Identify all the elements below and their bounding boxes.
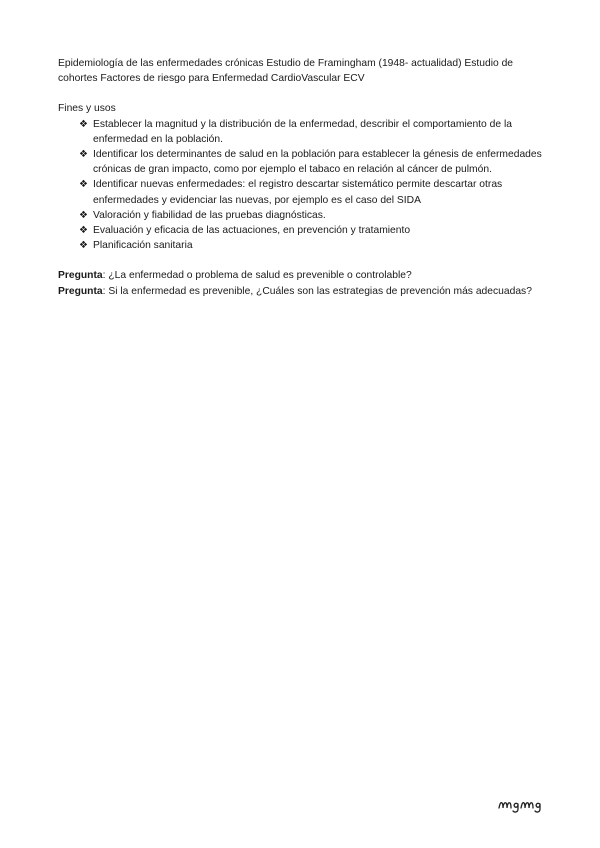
question-text: : Si la enfermedad es prevenible, ¿Cuáles son las estrategias de prevención más adecuadas? [102, 285, 532, 297]
diamond-bullet-icon: ❖ [79, 240, 88, 252]
list-item [79, 238, 542, 253]
question-line [58, 268, 542, 283]
list-item [79, 147, 542, 177]
signature-logo [497, 794, 547, 814]
list-item-text: Valoración y fiabilidad de las pruebas diagnósticas. [93, 209, 326, 221]
diamond-bullet-icon: ❖ [79, 225, 88, 237]
list-item [79, 117, 542, 147]
list-item-text: Evaluación y eficacia de las actuaciones, en prevención y tratamiento [93, 225, 411, 237]
section-title: Fines y usos [58, 103, 116, 115]
question-label: Pregunta [58, 285, 103, 297]
list-item-text: Identificar nuevas enfermedades: el registro descartar sistemático permite descartar otras enfermedades y evidenciar las nuevas, por ejemplo es el caso del SIDA [93, 179, 503, 206]
diamond-bullet-icon: ❖ [79, 209, 88, 221]
fines-list [58, 117, 542, 254]
document-content [58, 56, 542, 299]
question-label: Pregunta [58, 270, 103, 282]
list-item [79, 177, 542, 207]
list-item-text: Identificar los determinantes de salud en la población para establecer la génesis de enfermedades crónicas de gran impacto, como por ejemplo el tabaco en relación al cáncer de pulmón. [93, 149, 542, 176]
diamond-bullet-icon: ❖ [79, 149, 88, 161]
questions-block [58, 268, 542, 298]
diamond-bullet-icon: ❖ [79, 179, 88, 191]
list-item-text: Establecer la magnitud y la distribución de la enfermedad, describir el comportamiento de la enfermedad en la población. [93, 118, 512, 145]
question-text: : ¿La enfermedad o problema de salud es prevenible o controlable? [102, 270, 412, 282]
list-item-text: Planificación sanitaria [93, 240, 193, 252]
list-item [79, 208, 542, 223]
intro-paragraph: Epidemiología de las enfermedades crónicas Estudio de Framingham (1948- actualidad) Estudio de cohortes Factores de riesgo para Enfermedad CardioVascular ECV [58, 58, 514, 85]
diamond-bullet-icon: ❖ [79, 118, 88, 130]
list-item [79, 223, 542, 238]
question-line [58, 284, 542, 299]
